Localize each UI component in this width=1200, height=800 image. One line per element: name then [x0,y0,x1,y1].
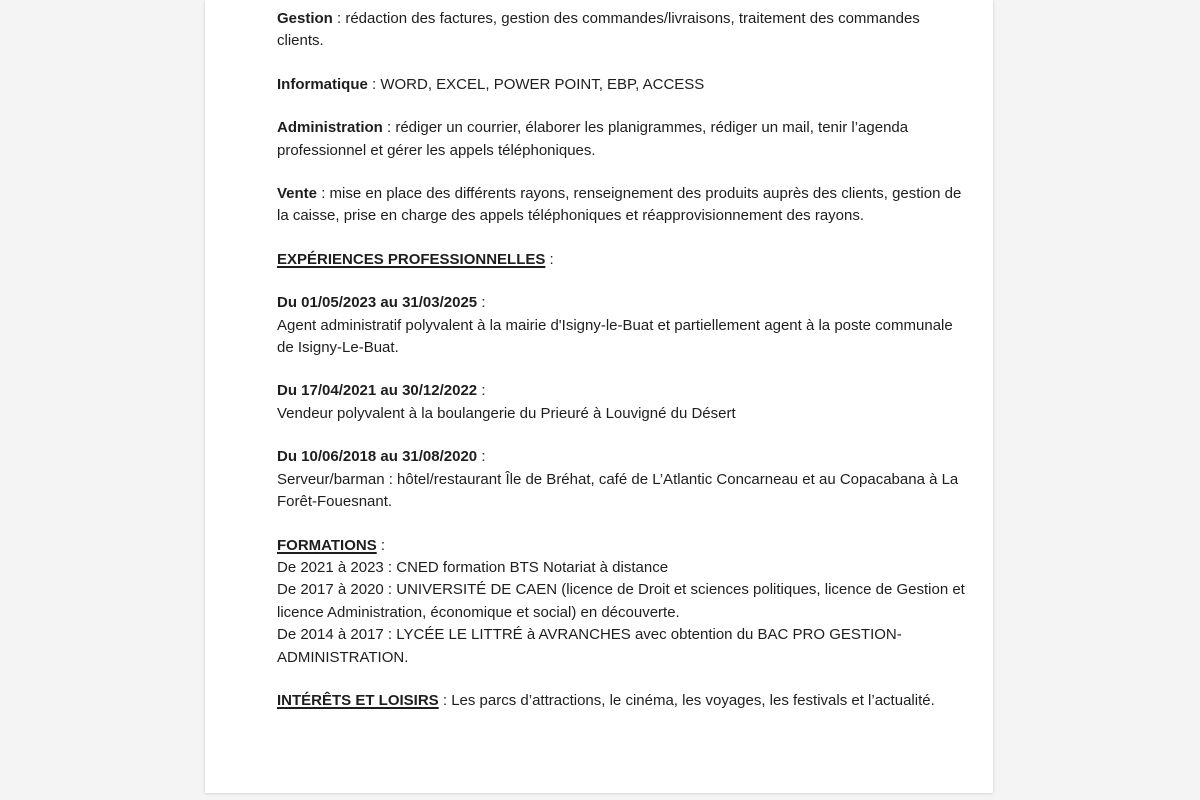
experience-entry-1-description: Agent administratif polyvalent à la mairie d'Isigny-le-Buat et partiellement agent à la poste communale de Isigny-Le-Buat. [277,316,953,357]
cv-page [205,0,993,793]
section-heading-experiences [277,249,968,271]
formation-line-1: De 2021 à 2023 : CNED formation BTS Notariat à distance [277,558,669,576]
skill-paragraph-vente [277,183,968,228]
skill-label-informatique: Informatique [277,75,368,93]
skill-paragraph-administration [277,117,968,162]
formations-heading-line [277,535,968,557]
interests-text: : Les parcs d’attractions, le cinéma, les voyages, les festivals et l’actualité. [438,691,935,709]
formations-heading-colon: : [376,536,386,554]
experience-entry-3-colon: : [477,448,486,466]
formation-line-3: De 2014 à 2017 : LYCÉE LE LITTRÉ à AVRANCHES avec obtention du BAC PRO GESTION-ADMINISTRATION. [277,626,902,666]
experience-entry-1-dates: Du 01/05/2023 au 31/03/2025 [277,294,478,312]
experience-entry-2-description: Vendeur polyvalent à la boulangerie du Prieuré à Louvigné du Désert [277,404,736,422]
skill-text-informatique: : WORD, EXCEL, POWER POINT, EBP, ACCESS [367,75,705,93]
skill-text-gestion: : rédaction des factures, gestion des commandes/livraisons, traitement des commandes clients. [277,10,920,50]
skill-text-vente: : mise en place des différents rayons, renseignement des produits auprès des clients, gestion de la caisse, prise en charge des appels téléphoniques et réapprovisionnement des rayons. [277,185,962,225]
skill-label-gestion: Gestion [277,10,333,27]
formations-block [277,535,968,669]
experience-entry-2-dates-line [277,380,968,402]
experience-entry-2 [277,380,968,425]
experience-entry-3-dates-line [277,446,968,468]
skill-paragraph-gestion [277,8,968,53]
cv-content [205,0,993,793]
experience-entry-1 [277,292,968,359]
skill-label-administration: Administration [277,119,383,137]
interests-heading-text: INTÉRÊTS ET LOISIRS [277,691,439,709]
experience-entry-3 [277,446,968,513]
skill-paragraph-informatique [277,74,968,96]
formations-heading-text: FORMATIONS [277,536,377,554]
skill-label-vente: Vente [277,185,318,203]
experience-entry-1-dates-line [277,292,968,314]
experience-entry-2-colon: : [477,382,486,400]
experience-entry-2-dates: Du 17/04/2021 au 30/12/2022 [277,382,478,400]
interests-paragraph [277,690,968,712]
skill-text-administration: : rédiger un courrier, élaborer les planigrammes, rédiger un mail, tenir l’agenda professionnel et gérer les appels téléphoniques. [277,119,909,159]
experience-entry-3-dates: Du 10/06/2018 au 31/08/2020 [277,448,478,466]
experience-entry-3-description: Serveur/barman : hôtel/restaurant Île de Bréhat, café de L’Atlantic Concarneau et au Copacabana à La Forêt-Fouesnant. [277,470,959,511]
formation-line-2: De 2017 à 2020 : UNIVERSITÉ DE CAEN (licence de Droit et sciences politiques, licence de Gestion et licence Administration, économique et social) en découverte. [277,581,965,621]
experience-entry-1-colon: : [477,294,486,312]
experiences-heading-colon: : [545,250,554,268]
experiences-heading-text: EXPÉRIENCES PROFESSIONNELLES [277,250,546,268]
